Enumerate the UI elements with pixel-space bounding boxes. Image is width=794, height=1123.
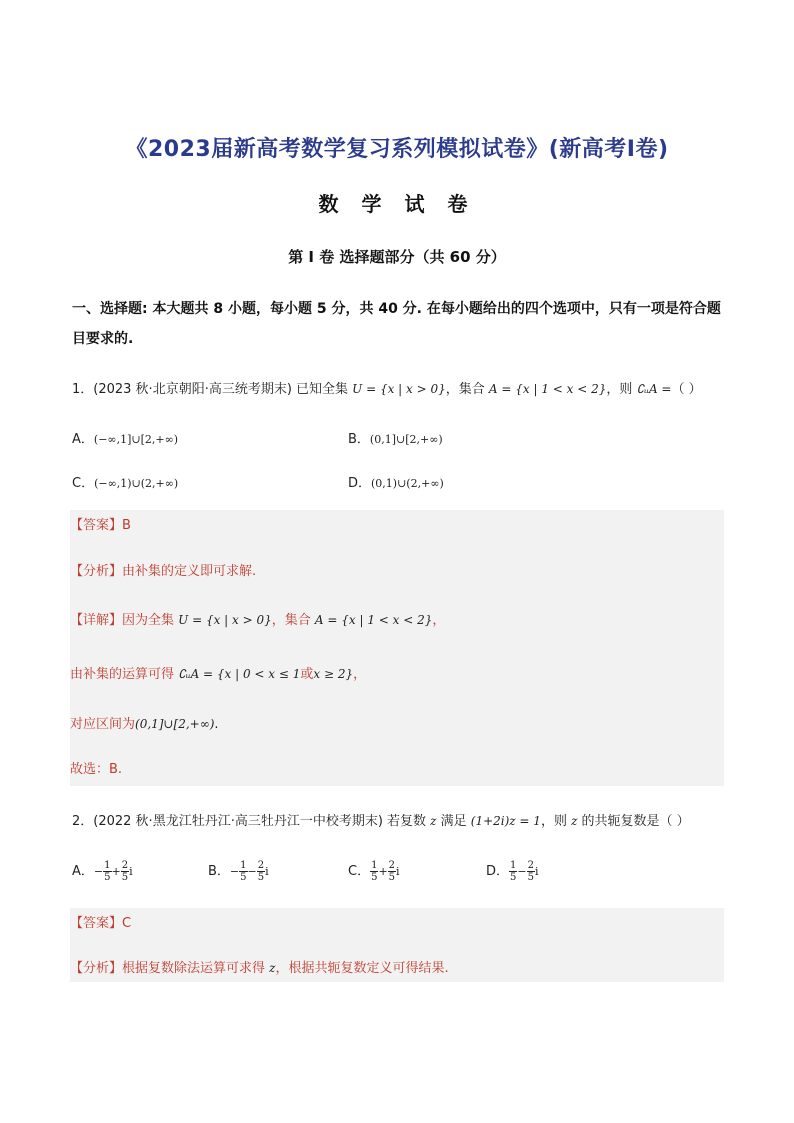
detail-tag: 【详解】 [70,613,123,628]
numerator: 1 [510,860,517,871]
denominator: 5 [240,872,247,883]
q2-var-z: z [571,814,578,828]
q1-solution-box [70,510,724,786]
numerator: 2 [121,860,129,871]
page-subtitle: 数 学 试 卷 [318,192,476,216]
imaginary-unit: i [129,865,133,878]
option-value: (0,1]∪[2,+∞) [369,433,443,446]
instructions: 一、选择题: 本大题共 8 小题，每小题 5 分，共 40 分. 在每小题给出的四个选项中，只有一项是符合题目要求的. [72,301,721,347]
analysis-tag: 【分析】 [70,961,123,976]
q1-option-a[interactable] [72,428,178,447]
denominator: 5 [104,872,111,883]
detail-math: ∁ᵤA = {x | 0 < x ≤ 1 [178,667,301,681]
fraction [239,860,247,883]
q2-stem-text: 的共轭复数是（ ） [577,814,690,829]
q2-stem-text: 2．(2022 秋·黑龙江牡丹江·高三牡丹江一中校考期末) 若复数 [72,814,431,829]
fraction [103,860,111,883]
q2-answer [70,914,724,934]
option-label: C． [72,476,95,491]
question-1-stem [72,378,752,397]
fraction [121,860,129,883]
detail-text: 或 [300,667,314,682]
sign: + [378,865,388,878]
q2-option-c[interactable] [348,860,400,883]
q1-analysis [70,562,724,582]
detail-text: ， [432,613,446,628]
option-label: B． [208,864,230,879]
q1-stem-text: 1．(2023 秋·北京朝阳·高三统考期末) 已知全集 [72,382,353,397]
option-label: D． [348,476,372,491]
sign: + [111,865,121,878]
q1-set-a: A = {x | 1 < x < 2} [488,382,607,396]
q2-stem-text: 满足 [436,814,471,829]
q2-option-d[interactable] [486,860,539,883]
analysis-text: ，根据共轭复数定义可得结果. [275,961,449,976]
option-label: B． [348,432,370,447]
detail-text: ，集合 [271,613,315,628]
q2-option-a[interactable] [72,860,133,883]
imaginary-unit: i [265,865,269,878]
q1-answer [70,516,724,536]
denominator: 5 [510,872,517,883]
q2-equation: (1+2i)z = 1 [470,814,541,828]
detail-text: . [214,717,219,732]
fraction [388,860,396,883]
q1-detail-line-4: 故选：B. [70,762,123,777]
q2-option-b[interactable] [208,860,269,883]
detail-math: (0,1]∪[2,+∞) [135,717,215,731]
question-2-stem [72,810,752,829]
numerator: 1 [240,860,247,871]
option-label: D． [486,864,510,879]
sign: − [247,865,257,878]
numerator: 2 [527,860,534,871]
answer-value: C [122,916,132,931]
denominator: 5 [371,872,378,883]
detail-math: x ≥ 2} [313,667,354,681]
option-value: (0,1)∪(2,+∞) [371,477,444,490]
q1-stem-text: ，集合 [445,382,489,397]
denominator: 5 [388,872,396,883]
detail-text: 对应区间为 [70,717,136,732]
analysis-math: z [269,961,276,975]
numerator: 1 [104,860,111,871]
option-value: (−∞,1)∪(2,+∞) [94,477,179,490]
detail-math: A = {x | 1 < x < 2} [314,613,433,627]
q1-stem-text: （ ） [671,382,702,397]
analysis-text: 由补集的定义即可求解. [122,564,257,579]
option-label: A． [72,864,94,879]
fraction [257,860,265,883]
answer-tag: 【答案】 [70,518,123,533]
analysis-text: 根据复数除法运算可求得 [122,961,270,976]
answer-tag: 【答案】 [70,916,123,931]
q2-analysis [70,958,724,979]
detail-math: U = {x | x > 0} [178,613,272,627]
sign: − [229,865,240,878]
detail-text: ， [353,667,367,682]
page-title: 《2023届新高考数学复习系列模拟试卷》(新高考I卷) [125,137,669,162]
section-title: 第 I 卷 选择题部分（共 60 分） [288,248,506,266]
q2-var-z: z [430,814,437,828]
sign: − [517,865,527,878]
option-label: A． [72,432,94,447]
detail-text: 因为全集 [122,613,179,628]
q1-option-d[interactable] [348,472,444,491]
q1-complement: ∁ᵤA = [636,382,672,396]
denominator: 5 [527,872,534,883]
analysis-tag: 【分析】 [70,564,123,579]
q1-detail [70,610,724,631]
numerator: 2 [388,860,396,871]
imaginary-unit: i [534,865,539,878]
q1-detail-line-2 [70,664,724,685]
answer-value: B [122,518,131,533]
q1-stem-text: ，则 [606,382,637,397]
q2-stem-text: ，则 [540,814,572,829]
option-value: (−∞,1]∪[2,+∞) [93,433,179,446]
sign: − [93,865,104,878]
denominator: 5 [121,872,129,883]
q1-option-c[interactable] [72,472,178,491]
denominator: 5 [257,872,265,883]
numerator: 1 [371,860,378,871]
option-label: C． [348,864,371,879]
detail-text: 由补集的运算可得 [70,667,179,682]
q1-detail-line-3 [70,714,724,735]
q1-option-b[interactable] [348,428,443,447]
imaginary-unit: i [396,865,400,878]
numerator: 2 [257,860,265,871]
fraction [527,860,535,883]
q1-set-u: U = {x | x > 0} [352,382,446,396]
